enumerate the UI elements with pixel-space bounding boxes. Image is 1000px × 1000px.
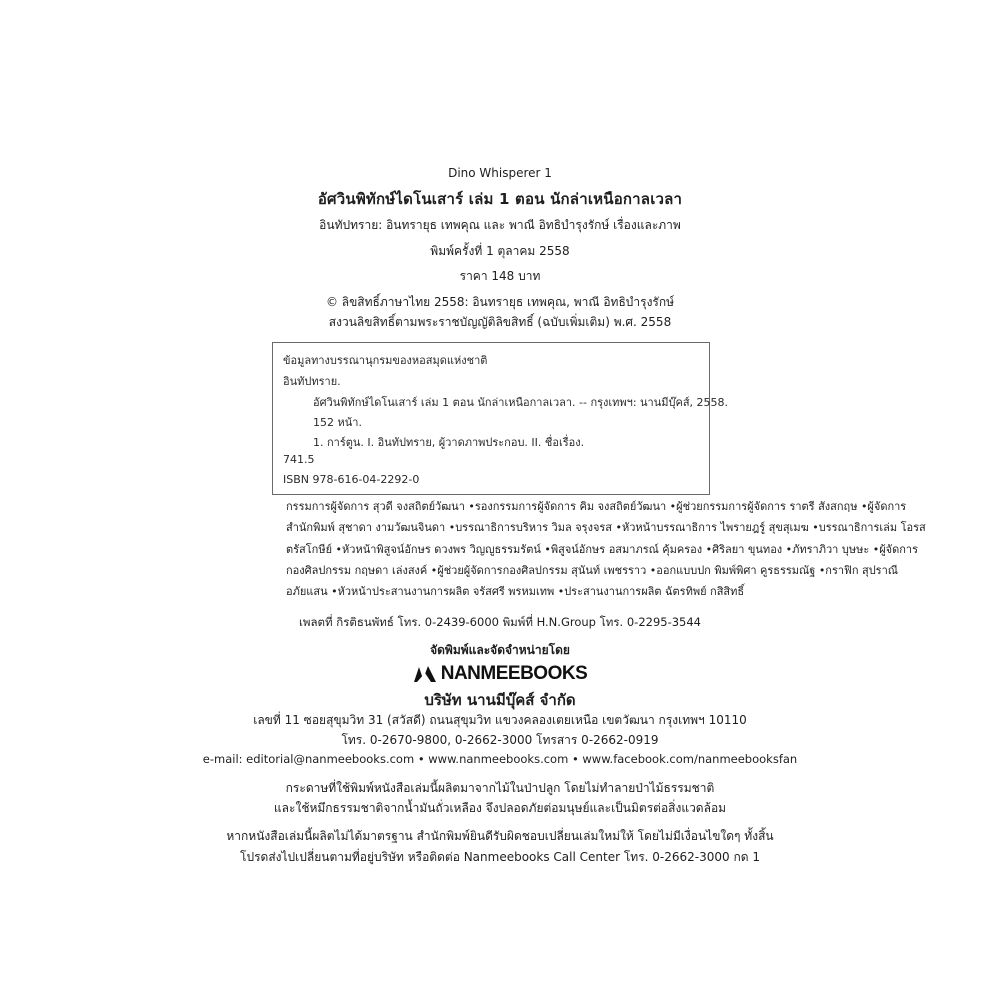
defect-note-2: โปรดส่งไปเปลี่ยนตามที่อยู่บริษัท หรือติดต่อ Nanmeebooks Call Center โทร. 0-2662-3000 กด 1: [240, 850, 760, 864]
defect-note-1: หากหนังสือเล่มนี้ผลิตไม่ได้มาตรฐาน สำนักพิมพ์ยินดีรับผิดชอบเปลี่ยนเล่มใหม่ให้ โดยไม่มีเงื่อนไขใดๆ ทั้งสิ้น: [226, 829, 774, 843]
publisher-contact: e-mail: editorial@nanmeebooks.com • www.nanmeebooks.com • www.facebook.com/nanmeebooksfan: [202, 752, 798, 766]
staff-line: สำนักพิมพ์ สุชาดา งามวัฒนจินดา •บรรณาธิการบริหาร วิมล จรุงจรส •หัวหน้าบรรณาธิการ ไพรายฎรู์ สุขสุเมฆ •บรรณาธิการเล่ม โอรส: [286, 521, 926, 535]
cip-pages: 152 หน้า.: [313, 416, 362, 429]
cip-entry: อัศวินพิทักษ์ไดโนเสาร์ เล่ม 1 ตอน นักล่าเหนือกาลเวลา. -- กรุงเทพฯ: นานมีบุ๊คส์, 2558.: [313, 396, 729, 409]
printing-line: เพลตที่ กิรติธนพัทธ์ โทร. 0-2439-6000 พิมพ์ที่ H.N.Group โทร. 0-2295-3544: [298, 615, 702, 629]
staff-line: อภัยแสน •หัวหน้าประสานงานการผลิต จรัสศรี พรหมเทพ •ประสานงานการผลิต ฉัตรทิพย์ กสิสิทธิ์: [286, 585, 745, 599]
cip-heading: ข้อมูลทางบรรณานุกรมของหอสมุดแห่งชาติ: [283, 354, 488, 367]
staff-line: กองศิลปกรรม กฤษดา เล่งสงค์ •ผู้ช่วยผู้จัดการกองศิลปกรรม สุนันท์ เพชรราว •ออกแบบปก พิมพ์พิศา คูรธรรมณัฐ •กราฟิก สุปราณี: [286, 563, 898, 577]
publisher-logo: [0, 663, 1000, 687]
price-line: ราคา 148 บาท: [459, 269, 541, 283]
publisher-name: บริษัท นานมีบุ๊คส์ จำกัด: [424, 691, 576, 709]
credits-line: อินทัปทราย: อินทรายุธ เทพคุณ และ พาณี อิทธิบำรุงรักษ์ เรื่องและภาพ: [319, 218, 681, 232]
staff-line: กรรมการผู้จัดการ สุวดี จงสถิตย์วัฒนา •รองกรรมการผู้จัดการ คิม จงสถิตย์วัฒนา •ผู้ช่วยกรรมการผู้จัดการ ราตรี สังสกฤษ •ผู้จัดการ: [286, 500, 907, 513]
cip-subjects: 1. การ์ตูน. I. อินทัปทราย, ผู้วาดภาพประกอบ. II. ชื่อเรื่อง.: [313, 436, 585, 449]
book-logo-icon: [413, 665, 437, 683]
series-title: Dino Whisperer 1: [448, 166, 552, 180]
eco-note-2: และใช้หมึกธรรมชาติจากน้ำมันถั่วเหลือง จึงปลอดภัยต่อมนุษย์และเป็นมิตรต่อสิ่งแวดล้อม: [273, 801, 727, 815]
edition-line: พิมพ์ครั้งที่ 1 ตุลาคม 2558: [430, 244, 570, 258]
cip-isbn: ISBN 978-616-04-2292-0: [283, 473, 420, 486]
staff-line: ตรัสโกษีย์ •หัวหน้าพิสูจน์อักษร ดวงพร วิญญูธรรมรัตน์ •พิสูจน์อักษร อสมาภรณ์ คุ้มครอง •ศิริลยา ขุนทอง •ภัทราภิวา บุษษะ •ผู้จัดการ: [286, 542, 918, 556]
cip-box: [272, 342, 729, 495]
publisher-phone: โทร. 0-2670-9800, 0-2662-3000 โทรสาร 0-2662-0919: [341, 733, 659, 747]
logo-wordmark: NANMEEBOOKS: [440, 663, 588, 684]
publisher-intro: จัดพิมพ์และจัดจำหน่ายโดย: [430, 643, 570, 657]
eco-note-1: กระดาษที่ใช้พิมพ์หนังสือเล่มนี้ผลิตมาจากไม้ในป่าปลูก โดยไม่ทำลายป่าไม้ธรรมชาติ: [285, 781, 715, 795]
copyright-line-2: สงวนลิขสิทธิ์ตามพระราชบัญญัติลิขสิทธิ์ (ฉบับเพิ่มเติม) พ.ศ. 2558: [328, 315, 672, 329]
cip-class-number: 741.5: [283, 453, 315, 466]
copyright-line-1: © ลิขสิทธิ์ภาษาไทย 2558: อินทรายุธ เทพคุณ, พาณี อิทธิบำรุงรักษ์: [325, 295, 675, 309]
staff-list: [286, 496, 926, 602]
cip-author: อินทัปทราย.: [283, 375, 341, 388]
publisher-address: เลขที่ 11 ซอยสุขุมวิท 31 (สวัสดี) ถนนสุขุมวิท แขวงคลองเตยเหนือ เขตวัฒนา กรุงเทพฯ 10110: [253, 713, 747, 727]
book-title: อัศวินพิทักษ์ไดโนเสาร์ เล่ม 1 ตอน นักล่าเหนือกาลเวลา: [317, 190, 683, 208]
